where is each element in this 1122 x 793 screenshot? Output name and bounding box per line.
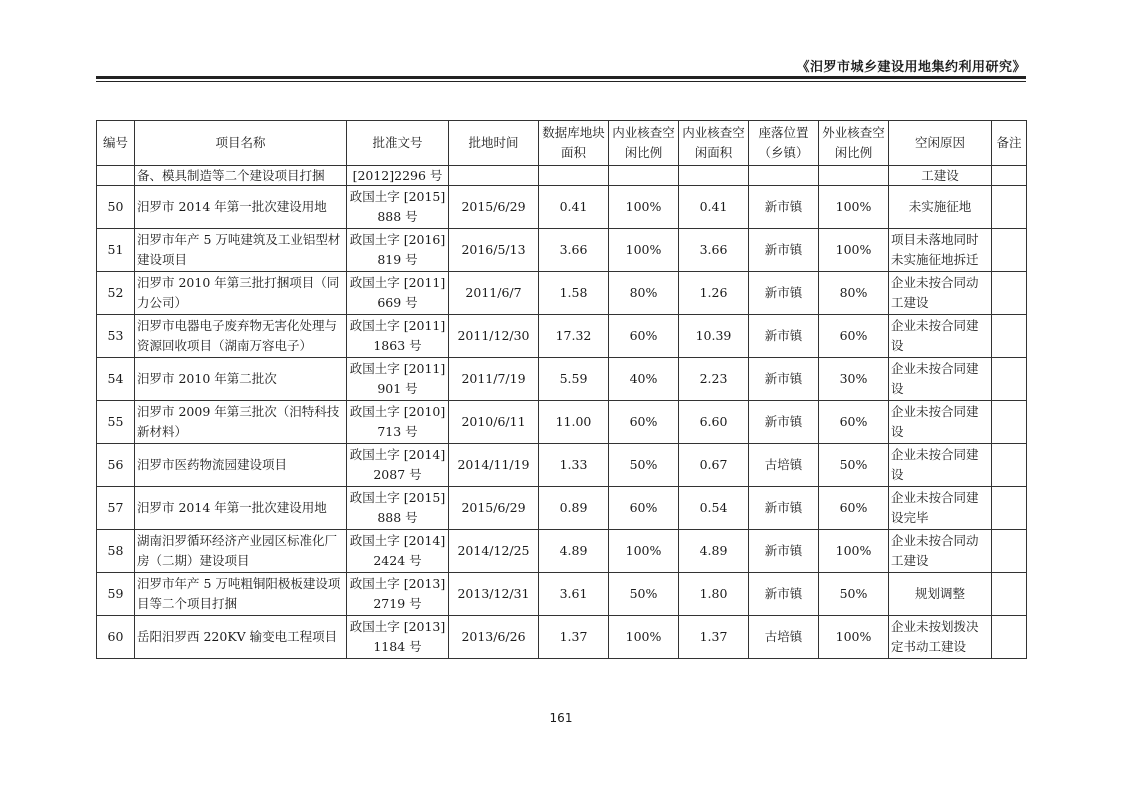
cell-name: 岳阳汨罗西 220KV 输变电工程项目 bbox=[135, 616, 347, 659]
table-row bbox=[97, 616, 1027, 659]
table-row bbox=[97, 444, 1027, 487]
cell-name: 汨罗市 2014 年第一批次建设用地 bbox=[135, 487, 347, 530]
cell-idle-area: 6.60 bbox=[679, 401, 749, 444]
cell-id: 50 bbox=[97, 186, 135, 229]
cell-date bbox=[449, 166, 539, 186]
cell-idle-ratio: 50% bbox=[609, 444, 679, 487]
cell-idle-area: 4.89 bbox=[679, 530, 749, 573]
cell-name: 汨罗市 2009 年第三批次（汨特科技新材料） bbox=[135, 401, 347, 444]
cell-name: 湖南汨罗循环经济产业园区标准化厂房（二期）建设项目 bbox=[135, 530, 347, 573]
cell-idle-area: 1.37 bbox=[679, 616, 749, 659]
cell-field-ratio: 50% bbox=[819, 573, 889, 616]
cell-town: 新市镇 bbox=[749, 272, 819, 315]
cell-note bbox=[992, 358, 1027, 401]
cell-approval: [2012]2296 号 bbox=[347, 166, 449, 186]
cell-id bbox=[97, 166, 135, 186]
cell-date: 2014/11/19 bbox=[449, 444, 539, 487]
cell-town: 新市镇 bbox=[749, 530, 819, 573]
cell-reason: 企业未按合同建设 bbox=[889, 358, 992, 401]
cell-note bbox=[992, 401, 1027, 444]
cell-approval: 政国土字 [2010]713 号 bbox=[347, 401, 449, 444]
cell-idle-ratio: 50% bbox=[609, 573, 679, 616]
table-row bbox=[97, 401, 1027, 444]
cell-reason: 项目未落地同时未实施征地拆迁 bbox=[889, 229, 992, 272]
cell-approval: 政国土字 [2016]819 号 bbox=[347, 229, 449, 272]
cell-idle-area: 0.41 bbox=[679, 186, 749, 229]
cell-note bbox=[992, 444, 1027, 487]
cell-approval: 政国土字 [2013]1184 号 bbox=[347, 616, 449, 659]
cell-approval: 政国土字 [2014]2424 号 bbox=[347, 530, 449, 573]
cell-idle-area: 1.80 bbox=[679, 573, 749, 616]
table-row bbox=[97, 272, 1027, 315]
cell-note bbox=[992, 229, 1027, 272]
table-header-row bbox=[97, 121, 1027, 166]
cell-id: 55 bbox=[97, 401, 135, 444]
cell-reason: 规划调整 bbox=[889, 573, 992, 616]
cell-name: 汨罗市 2010 年第三批打捆项目（同力公司） bbox=[135, 272, 347, 315]
cell-date: 2015/6/29 bbox=[449, 186, 539, 229]
cell-area: 3.66 bbox=[539, 229, 609, 272]
cell-field-ratio: 100% bbox=[819, 530, 889, 573]
col-header-id: 编号 bbox=[97, 121, 135, 166]
header-rule-thick bbox=[96, 76, 1026, 79]
cell-idle-area: 3.66 bbox=[679, 229, 749, 272]
cell-idle-area: 0.67 bbox=[679, 444, 749, 487]
cell-approval: 政国土字 [2013]2719 号 bbox=[347, 573, 449, 616]
cell-id: 54 bbox=[97, 358, 135, 401]
cell-area: 3.61 bbox=[539, 573, 609, 616]
col-header-reason: 空闲原因 bbox=[889, 121, 992, 166]
page-number: 161 bbox=[549, 711, 573, 725]
cell-name: 汨罗市年产 5 万吨建筑及工业铝型材建设项目 bbox=[135, 229, 347, 272]
cell-date: 2011/7/19 bbox=[449, 358, 539, 401]
cell-id: 60 bbox=[97, 616, 135, 659]
cell-reason: 企业未按划拨决定书动工建设 bbox=[889, 616, 992, 659]
cell-reason: 企业未按合同建设 bbox=[889, 444, 992, 487]
cell-name: 汨罗市年产 5 万吨粗铜阳极板建设项目等二个项目打捆 bbox=[135, 573, 347, 616]
cell-reason: 企业未按合同建设完毕 bbox=[889, 487, 992, 530]
cell-town: 新市镇 bbox=[749, 487, 819, 530]
col-header-field-ratio: 外业核查空闲比例 bbox=[819, 121, 889, 166]
cell-name: 汨罗市医药物流园建设项目 bbox=[135, 444, 347, 487]
cell-id: 51 bbox=[97, 229, 135, 272]
col-header-approval: 批准文号 bbox=[347, 121, 449, 166]
cell-note bbox=[992, 272, 1027, 315]
col-header-idle-ratio: 内业核查空闲比例 bbox=[609, 121, 679, 166]
table-row bbox=[97, 186, 1027, 229]
cell-field-ratio bbox=[819, 166, 889, 186]
col-header-idle-area: 内业核查空闲面积 bbox=[679, 121, 749, 166]
cell-town: 新市镇 bbox=[749, 315, 819, 358]
cell-town: 新市镇 bbox=[749, 401, 819, 444]
table-row bbox=[97, 530, 1027, 573]
cell-reason: 工建设 bbox=[889, 166, 992, 186]
table-row bbox=[97, 487, 1027, 530]
cell-note bbox=[992, 530, 1027, 573]
cell-note bbox=[992, 616, 1027, 659]
cell-date: 2013/12/31 bbox=[449, 573, 539, 616]
cell-id: 59 bbox=[97, 573, 135, 616]
idle-land-table bbox=[96, 120, 1027, 659]
cell-reason: 企业未按合同建设 bbox=[889, 315, 992, 358]
cell-area: 4.89 bbox=[539, 530, 609, 573]
cell-idle-area: 0.54 bbox=[679, 487, 749, 530]
col-header-name: 项目名称 bbox=[135, 121, 347, 166]
cell-idle-area bbox=[679, 166, 749, 186]
cell-field-ratio: 50% bbox=[819, 444, 889, 487]
cell-town: 新市镇 bbox=[749, 573, 819, 616]
cell-idle-ratio: 60% bbox=[609, 315, 679, 358]
cell-date: 2014/12/25 bbox=[449, 530, 539, 573]
cell-area: 5.59 bbox=[539, 358, 609, 401]
cell-town: 新市镇 bbox=[749, 358, 819, 401]
cell-date: 2011/12/30 bbox=[449, 315, 539, 358]
cell-idle-area: 1.26 bbox=[679, 272, 749, 315]
cell-approval: 政国土字 [2015]888 号 bbox=[347, 487, 449, 530]
cell-idle-ratio: 100% bbox=[609, 616, 679, 659]
cell-idle-ratio: 60% bbox=[609, 401, 679, 444]
cell-approval: 政国土字 [2011]901 号 bbox=[347, 358, 449, 401]
cell-area: 0.89 bbox=[539, 487, 609, 530]
cell-idle-area: 2.23 bbox=[679, 358, 749, 401]
cell-town bbox=[749, 166, 819, 186]
cell-idle-area: 10.39 bbox=[679, 315, 749, 358]
cell-area: 0.41 bbox=[539, 186, 609, 229]
cell-name: 备、模具制造等二个建设项目打捆 bbox=[135, 166, 347, 186]
cell-idle-ratio: 100% bbox=[609, 530, 679, 573]
cell-date: 2013/6/26 bbox=[449, 616, 539, 659]
cell-approval: 政国土字 [2011]1863 号 bbox=[347, 315, 449, 358]
cell-name: 汨罗市电器电子废弃物无害化处理与资源回收项目（湖南万容电子） bbox=[135, 315, 347, 358]
col-header-note: 备注 bbox=[992, 121, 1027, 166]
cell-approval: 政国土字 [2014]2087 号 bbox=[347, 444, 449, 487]
cell-id: 52 bbox=[97, 272, 135, 315]
cell-idle-ratio: 100% bbox=[609, 229, 679, 272]
table-row bbox=[97, 229, 1027, 272]
cell-idle-ratio: 80% bbox=[609, 272, 679, 315]
cell-field-ratio: 60% bbox=[819, 401, 889, 444]
cell-field-ratio: 60% bbox=[819, 487, 889, 530]
cell-field-ratio: 100% bbox=[819, 186, 889, 229]
cell-id: 57 bbox=[97, 487, 135, 530]
cell-field-ratio: 100% bbox=[819, 616, 889, 659]
cell-date: 2011/6/7 bbox=[449, 272, 539, 315]
cell-field-ratio: 30% bbox=[819, 358, 889, 401]
cell-reason: 企业未按合同动工建设 bbox=[889, 272, 992, 315]
cell-date: 2016/5/13 bbox=[449, 229, 539, 272]
cell-field-ratio: 80% bbox=[819, 272, 889, 315]
cell-note bbox=[992, 487, 1027, 530]
cell-area: 11.00 bbox=[539, 401, 609, 444]
cell-area: 1.58 bbox=[539, 272, 609, 315]
cell-id: 56 bbox=[97, 444, 135, 487]
cell-name: 汨罗市 2014 年第一批次建设用地 bbox=[135, 186, 347, 229]
cell-town: 新市镇 bbox=[749, 186, 819, 229]
cell-area: 17.32 bbox=[539, 315, 609, 358]
cell-note bbox=[992, 186, 1027, 229]
cell-id: 53 bbox=[97, 315, 135, 358]
cell-date: 2010/6/11 bbox=[449, 401, 539, 444]
cell-note bbox=[992, 315, 1027, 358]
header-rule-thin bbox=[96, 81, 1026, 82]
cell-town: 古培镇 bbox=[749, 444, 819, 487]
cell-approval: 政国土字 [2015]888 号 bbox=[347, 186, 449, 229]
cell-field-ratio: 100% bbox=[819, 229, 889, 272]
col-header-town: 座落位置（乡镇） bbox=[749, 121, 819, 166]
cell-idle-ratio: 100% bbox=[609, 186, 679, 229]
document-header-title: 《汨罗市城乡建设用地集约利用研究》 bbox=[796, 60, 1026, 75]
cell-note bbox=[992, 166, 1027, 186]
cell-id: 58 bbox=[97, 530, 135, 573]
cell-reason: 未实施征地 bbox=[889, 186, 992, 229]
cell-name: 汨罗市 2010 年第二批次 bbox=[135, 358, 347, 401]
cell-area: 1.33 bbox=[539, 444, 609, 487]
cell-reason: 企业未按合同建设 bbox=[889, 401, 992, 444]
cell-area bbox=[539, 166, 609, 186]
cell-date: 2015/6/29 bbox=[449, 487, 539, 530]
cell-town: 新市镇 bbox=[749, 229, 819, 272]
table-row bbox=[97, 573, 1027, 616]
cell-area: 1.37 bbox=[539, 616, 609, 659]
cell-town: 古培镇 bbox=[749, 616, 819, 659]
col-header-date: 批地时间 bbox=[449, 121, 539, 166]
cell-field-ratio: 60% bbox=[819, 315, 889, 358]
cell-idle-ratio bbox=[609, 166, 679, 186]
cell-idle-ratio: 60% bbox=[609, 487, 679, 530]
table-row bbox=[97, 315, 1027, 358]
col-header-area: 数据库地块面积 bbox=[539, 121, 609, 166]
table-row bbox=[97, 358, 1027, 401]
cell-reason: 企业未按合同动工建设 bbox=[889, 530, 992, 573]
cell-note bbox=[992, 573, 1027, 616]
continuation-row bbox=[97, 166, 1027, 186]
cell-idle-ratio: 40% bbox=[609, 358, 679, 401]
cell-approval: 政国土字 [2011]669 号 bbox=[347, 272, 449, 315]
